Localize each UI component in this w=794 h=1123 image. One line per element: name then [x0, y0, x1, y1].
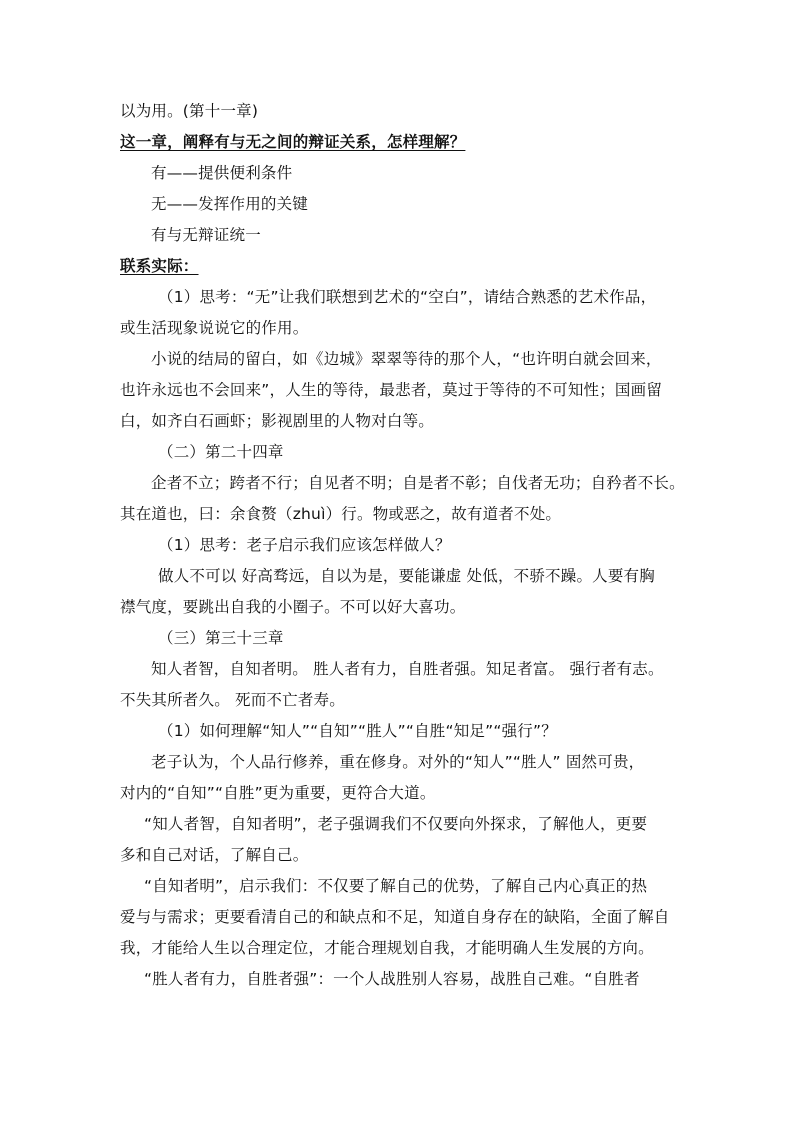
text-line: 也许永远也不会回来”，人生的等待，最悲者，莫过于等待的不可知性；国画留 [120, 381, 663, 399]
text-line: 联系实际： [120, 257, 199, 275]
text-line: 有与无辩证统一 [151, 226, 261, 244]
text-line: “自知者明”，启示我们：不仅要了解自己的优势，了解自己内心真正的热 [144, 877, 648, 895]
text-line: 企者不立；跨者不行；自见者不明；自是者不彰；自伐者无功；自矜者不长。 [151, 474, 685, 492]
text-line: 对内的“自知”“自胜”更为重要，更符合大道。 [120, 784, 436, 802]
text-line: （1）如何理解“知人”“自知”“胜人”“自胜“知足”“强行”？ [158, 722, 557, 740]
text-line: 做人不可以 好高骛远，自以为是，要能谦虚 处低，不骄不躁。人要有胸 [158, 567, 655, 585]
text-line: 小说的结局的留白，如《边城》翠翠等待的那个人，“也许明白就会回来， [151, 350, 662, 368]
text-line: 有——提供便利条件 [151, 164, 293, 182]
text-line: 爱与与需求；更要看清自己的和缺点和不足，知道自身存在的缺陷，全面了解自 [120, 908, 670, 926]
text-line: （二）第二十四章 [158, 443, 284, 461]
text-line: “胜人者有力，自胜者强”：一个人战胜别人容易，战胜自己难。“自胜者 [144, 970, 640, 988]
text-line: 其在道也，曰：余食赘（zhuì）行。物或恶之，故有道者不处。 [120, 505, 562, 523]
text-line: 这一章，阐释有与无之间的辩证关系，怎样理解？ [120, 133, 466, 151]
text-line: 我，才能给人生以合理定位，才能合理规划自我，才能明确人生发展的方向。 [120, 939, 654, 957]
text-line: 不失其所者久。 死而不亡者寿。 [120, 691, 345, 709]
text-line: （三）第三十三章 [158, 629, 284, 647]
text-line: （1）思考：“无”让我们联想到艺术的“空白”，请结合熟悉的艺术作品， [158, 288, 657, 306]
text-line: “知人者智，自知者明”，老子强调我们不仅要向外探求，了解他人，更要 [144, 815, 648, 833]
document-body [120, 96, 690, 995]
text-line: 以为用。(第十一章) [120, 102, 259, 120]
text-line: 老子认为，个人品行修养，重在修身。对外的“知人”“胜人” 固然可贵， [151, 753, 645, 771]
text-line: 多和自己对话，了解自己。 [120, 846, 309, 864]
text-line: 白，如齐白石画虾；影视剧里的人物对白等。 [120, 412, 435, 430]
text-line: 襟气度，要跳出自我的小圈子。不可以好大喜功。 [120, 598, 466, 616]
text-line: 或生活现象说说它的作用。 [120, 319, 309, 337]
text-line: 无——发挥作用的关键 [151, 195, 309, 213]
text-line: 知人者智，自知者明。 胜人者有力，自胜者强。知足者富。 强行者有志。 [151, 660, 664, 678]
text-line: （1）思考：老子启示我们应该怎样做人？ [158, 536, 451, 554]
